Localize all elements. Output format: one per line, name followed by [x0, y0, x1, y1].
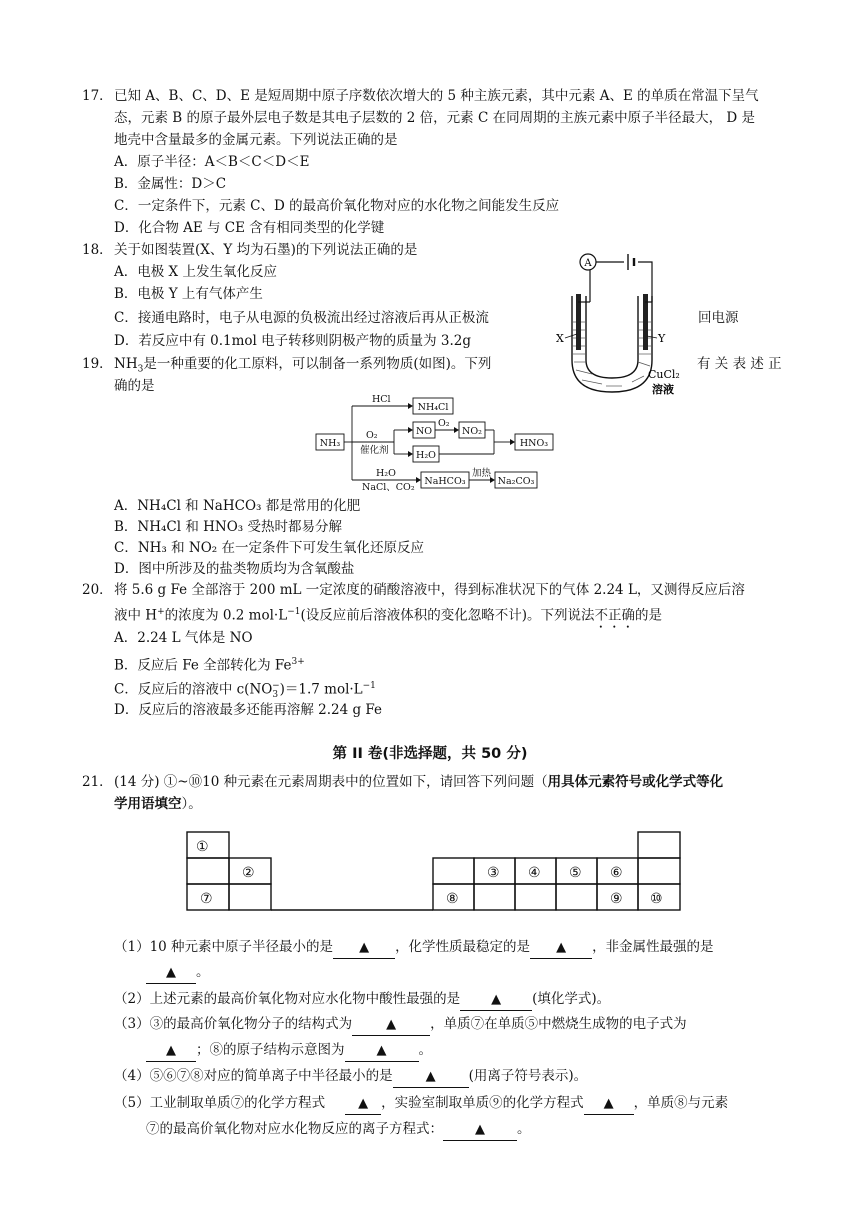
node-h2o: H₂O — [416, 450, 436, 461]
part-text: ▲ 。 — [146, 962, 210, 984]
question-number: 17． — [82, 88, 113, 104]
cell-element-2: ② — [242, 865, 255, 881]
cell-element-8: ⑧ — [446, 891, 459, 907]
part-text: （2）上述元素的最高价氧化物对应水化物中酸性最强的是 ▲ (填化学式)。 — [114, 989, 610, 1011]
label-nacl-co2: NaCl、CO₂ — [362, 482, 415, 492]
question-stem: 已知 A、B、C、D、E 是短周期中原子序数依次增大的 5 种主族元素，其中元素 A、E 的单质在常温下呈气 — [114, 88, 759, 104]
option-a: A．NH₄Cl 和 NaHCO₃ 都是常用的化肥 — [114, 498, 361, 514]
option-b: B．金属性：D＞C — [114, 176, 227, 192]
question-stem: 液中 H+的浓度为 0.2 $mol\cdot L^{-1}$(设反应前后溶液体积的变化忽略不计)。下列说法不正确的是 — [114, 607, 663, 624]
part-text: （5）工业制取单质⑦的化学方程式 ▲ ，实验室制取单质⑨的化学方程式 ▲ ，单质⑧与元素 — [114, 1093, 728, 1115]
answer-blank[interactable]: ▲ — [146, 963, 196, 984]
answer-blank[interactable]: ▲ — [333, 938, 395, 959]
part-text: （1）10 种元素中原子半径最小的是 ▲ ，化学性质最稳定的是 ▲ ，非金属性最强的是 — [114, 937, 714, 959]
periodic-table-fragment — [186, 830, 682, 914]
option-c: C．反应后的溶液中 $c(NO_3^-)=1.7$ $mol\cdot L^{-1}$ — [114, 681, 376, 701]
answer-blank[interactable]: ▲ — [393, 1067, 469, 1088]
solution-label-2: 溶液 — [652, 383, 674, 396]
question-number: 20． — [82, 582, 113, 598]
node-nh3: NH₃ — [319, 438, 341, 449]
option-c-tail: 回电源 — [698, 310, 739, 326]
option-c: C．一定条件下，元素 C、D 的最高价氧化物对应的水化物之间能发生反应 — [114, 198, 560, 214]
label-heat: 加热 — [472, 468, 492, 479]
question-stem: (14 分) ①~⑩10 种元素在元素周期表中的位置如下，请回答下列问题（用具体元素符号或化学式等化 — [114, 774, 724, 790]
option-b: B．电极 Y 上有气体产生 — [114, 286, 263, 302]
option-b: B．反应后 Fe 全部转化为 $Fe^{3+}$ — [114, 657, 305, 674]
option-d: D．反应后的溶液最多还能再溶解 2.24 g Fe — [114, 702, 383, 718]
label-h2o: H₂O — [376, 468, 396, 479]
option-c: C．接通电路时，电子从电源的负极流出经过溶液后再从正极流 — [114, 310, 489, 326]
label-hcl: HCl — [372, 394, 391, 405]
cell-element-9: ⑨ — [610, 891, 623, 907]
electrode-y-label: Y — [658, 332, 666, 345]
emphasis-not-correct: 不正确 — [594, 607, 636, 624]
cell-element-6: ⑥ — [610, 865, 623, 881]
answer-blank[interactable]: ▲ — [460, 990, 532, 1011]
answer-blank[interactable]: ▲ — [352, 1015, 430, 1036]
solution-label: CuCl₂ — [648, 368, 680, 381]
ammeter-label: A — [584, 258, 592, 269]
label-o2: O₂ — [366, 430, 378, 441]
question-number: 18． — [82, 242, 113, 258]
question-stem: 将 5.6 g Fe 全部溶于 200 mL 一定浓度的硝酸溶液中，得到标准状况下的气体 2.24 L，又测得反应后溶 — [114, 582, 745, 598]
cell-element-7: ⑦ — [200, 891, 213, 907]
node-no2: NO₂ — [462, 426, 482, 437]
electrolysis-figure — [552, 250, 688, 398]
cell-element-10: ⑩ — [650, 891, 663, 907]
part-text: （3）③的最高价氧化物分子的结构式为 ▲ ，单质⑦在单质⑤中燃烧生成物的电子式为 — [114, 1014, 687, 1036]
option-c: C．NH₃ 和 NO₂ 在一定条件下可发生氧化还原反应 — [114, 540, 424, 556]
part-text: ▲ ；⑧的原子结构示意图为 ▲ 。 — [146, 1040, 432, 1062]
option-d: D．若反应中有 0.1mol 电子转移则阴极产物的质量为 3.2g — [114, 333, 472, 349]
question-stem: 学用语填空）。 — [114, 796, 202, 812]
question-stem-tail: 有 关 表 述 正 — [697, 356, 782, 372]
answer-blank[interactable]: ▲ — [345, 1094, 381, 1115]
question-number: 19． — [82, 356, 113, 372]
node-nahco3: NaHCO₃ — [424, 476, 466, 487]
question-stem: 地壳中含量最多的金属元素。下列说法正确的是 — [114, 132, 398, 148]
question-stem: 确的是 — [114, 378, 155, 394]
answer-blank[interactable]: ▲ — [443, 1120, 517, 1141]
node-na2co3: Na₂CO₃ — [497, 476, 535, 487]
section-title: 第 II 卷(非选择题，共 50 分) — [332, 746, 528, 762]
part-text: （4）⑤⑥⑦⑧对应的简单离子中半径最小的是 ▲ (用离子符号表示)。 — [114, 1066, 587, 1088]
option-d: D．化合物 AE 与 CE 含有相同类型的化学键 — [114, 220, 385, 236]
cell-element-4: ④ — [528, 865, 541, 881]
label-catalyst: 催化剂 — [360, 445, 389, 456]
cell-element-3: ③ — [487, 865, 500, 881]
cell-element-1: ① — [196, 839, 209, 855]
option-d: D．图中所涉及的盐类物质均为含氧酸盐 — [114, 561, 355, 577]
option-b: B．NH₄Cl 和 HNO₃ 受热时都易分解 — [114, 519, 343, 535]
node-nh4cl: NH₄Cl — [417, 402, 449, 413]
question-number: 21． — [82, 774, 113, 790]
option-a: A．原子半径：A＜B＜C＜D＜E — [114, 154, 310, 170]
label-o2-b: O₂ — [438, 418, 450, 429]
part-text: ⑦的最高价氧化物对应水化物反应的离子方程式： ▲ 。 — [146, 1119, 531, 1141]
nh3-flow-diagram — [314, 392, 560, 492]
option-a: A．电极 X 上发生氧化反应 — [114, 264, 277, 280]
answer-blank[interactable]: ▲ — [345, 1041, 419, 1062]
question-stem: $NH_3$是一种重要的化工原料，可以制备一系列物质(如图)。下列 — [114, 356, 492, 375]
question-stem: 关于如图装置(X、Y 均为石墨)的下列说法正确的是 — [114, 242, 418, 258]
node-hno3: HNO₃ — [519, 438, 549, 449]
answer-blank[interactable]: ▲ — [146, 1041, 196, 1062]
option-a: A．2.24 L 气体是 NO — [114, 630, 253, 646]
answer-blank[interactable]: ▲ — [530, 938, 592, 959]
node-no: NO — [415, 426, 433, 437]
cell-element-5: ⑤ — [569, 865, 582, 881]
answer-blank[interactable]: ▲ — [584, 1094, 634, 1115]
question-stem: 态，元素 B 的原子最外层电子数是其电子层数的 2 倍，元素 C 在同周期的主族元素中原子半径最大， D 是 — [114, 110, 755, 126]
electrode-x-label: X — [556, 332, 564, 345]
